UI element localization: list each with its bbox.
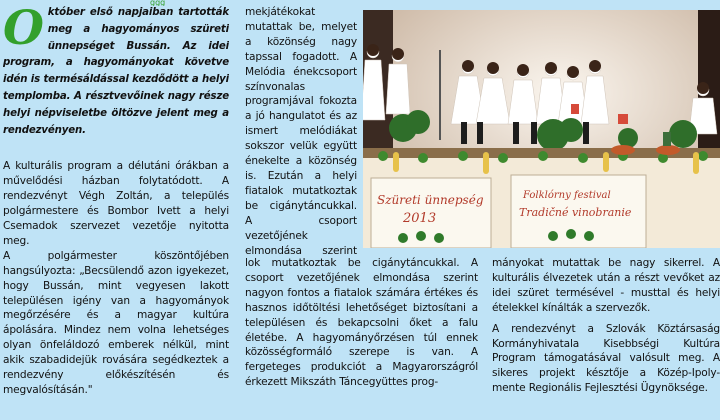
paragraph: A kulturális program a délutáni órákban a művelődési házban folytatódott. A rendezvényt Végh Zoltán, a település polgármestere és Bombor Ivett a helyi Csemadok szervezet vezetője nyitotta meg. — [3, 160, 229, 247]
column-1 — [3, 5, 229, 420]
column-2 — [245, 5, 357, 256]
paragraph: A polgármester köszöntőjében hangsúlyozta: „Becsülendő azon igyekezet, hogy Bussán, mint vegyesen lakott településen igény van a hagyományok megőrzésére és a magyar kultúra ápolására. Mindez nem volna lehetséges olyan önfeláldozó emberek nélkül, mint akik szabadidejük rovására segédkeztek a rendezvény előkészítésén és megvalósításán." — [3, 249, 229, 396]
paragraph: A rendezvényt a Szlovák Köztársaság Kormányhivatala Kisebbségi Kultúra Program támogatásával valósult meg. A sikeres projekt késztője a Közép-Ipoly-mente Regionális Fejlesztési Ügynöksége. — [492, 322, 720, 395]
banner-right-line2: Tradičné vinobranie — [519, 206, 632, 219]
paragraph: lok mutatkoztak be cigánytáncukkal. A csoport vezetőjének elmondása szerint nagyon fontos a fiatalok számára értékes és hasznos időtöltési lehetőséget biztosítani a településen és bekapcsolni őket a falu életébe. A hagyományőrzésen túl ennek közösségformáló szerepe is van. A fergeteges produkciót a Magyarországról érkezett Mikszáth Táncegyüttes prog- — [245, 257, 478, 389]
lead-paragraph — [3, 5, 229, 139]
headline-fragment: ggg — [150, 0, 166, 6]
banner-right — [511, 175, 646, 248]
column-3 — [492, 256, 720, 420]
paragraph: mányokat mutattak be nagy sikerrel. A kulturális élvezetek után a részt vevőket az idei szüret termésével - musttal és helyi ételekkel kínálták a szervezők. — [492, 257, 720, 314]
banner-left — [371, 178, 491, 248]
stage-photo-illustration — [363, 10, 720, 248]
event-photo — [363, 10, 720, 248]
lead-text: któber első napjaiban tartották meg a hagyományos szüreti ünnepséget Bussán. Az idei program, a hagyományokat követve idén is termésáldással kezdődött a helyi templomba. A résztvevőinek nagy része helyi népviseletbe öltözve jelent meg a rendezvényen. — [3, 7, 229, 136]
paragraph: mekjátékokat mutattak be, melyet a közönség nagy tapssal fogadott. A Melódia énekcsoport színvonalas programjával fokozta a jó hangulatot és az ismert melódiákat sokszor velük együtt énekelte a közönség is. Ezután a helyi fiatalok mutatkoztak be cigánytáncukkal. A csoport vezetőjének elmondása szerint — [245, 6, 357, 256]
banner-right-line1: Folklórny festival — [523, 190, 611, 201]
drop-cap: O — [3, 5, 44, 56]
banner-left-line2: 2013 — [403, 211, 437, 226]
banner-left-line1: Szüreti ünnepség — [377, 193, 484, 207]
column-2-lower — [245, 256, 478, 420]
